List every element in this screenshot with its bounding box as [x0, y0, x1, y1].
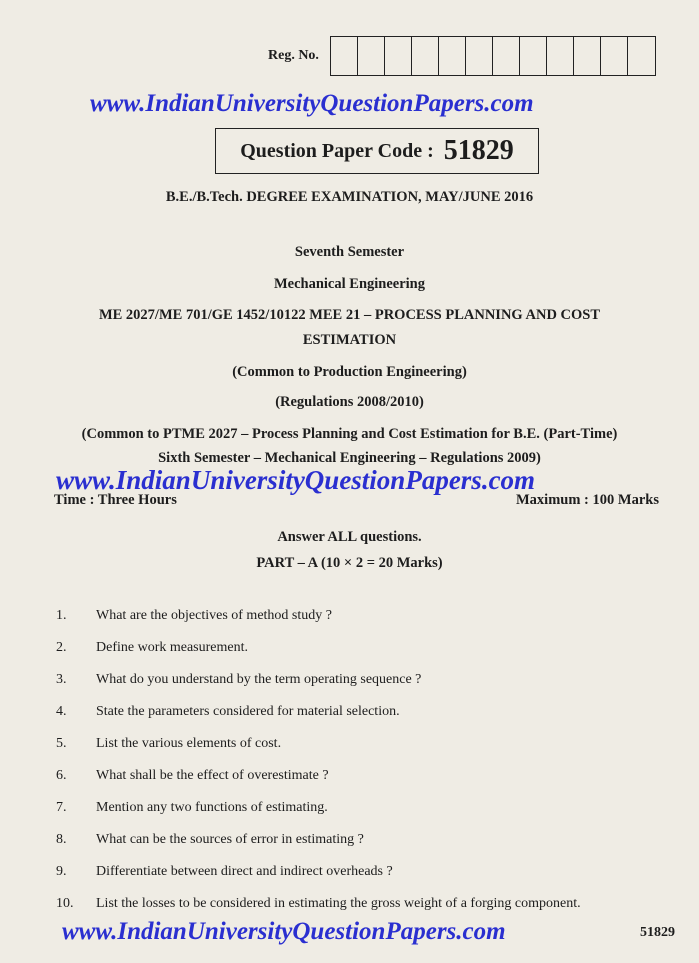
part-a-heading: PART – A (10 × 2 = 20 Marks) — [256, 555, 443, 571]
watermark-bottom[interactable]: www.IndianUniversityQuestionPapers.com — [62, 918, 506, 945]
question-text: What can be the sources of error in estimating ? — [96, 832, 364, 847]
exam-title: B.E./B.Tech. DEGREE EXAMINATION, MAY/JUNE 2016 — [165, 189, 534, 205]
question-number: 9. — [56, 864, 67, 879]
time-label: Time : Three Hours — [54, 492, 177, 508]
reg-no-cell — [493, 37, 520, 75]
question-paper-code-box — [215, 128, 539, 174]
question-text: What are the objectives of method study ? — [96, 608, 332, 623]
ptme-line-2: Sixth Semester – Mechanical Engineering – Regulations 2009) — [158, 450, 541, 466]
answer-all-instruction: Answer ALL questions. — [277, 529, 422, 545]
reg-no-cell — [520, 37, 547, 75]
question-number: 6. — [56, 768, 67, 783]
question-text: Differentiate between direct and indirect overheads ? — [96, 864, 393, 879]
regulations: (Regulations 2008/2010) — [275, 394, 424, 410]
reg-no-cell — [547, 37, 574, 75]
subject-line-2: ESTIMATION — [302, 332, 397, 348]
question-number: 4. — [56, 704, 67, 719]
question-paper-code-label: Question Paper Code : — [240, 139, 434, 162]
watermark-top[interactable]: www.IndianUniversityQuestionPapers.com — [90, 90, 534, 117]
ptme-line-1: (Common to PTME 2027 – Process Planning and Cost Estimation for B.E. (Part-Time) — [81, 426, 618, 442]
reg-no-label: Reg. No. — [268, 48, 319, 63]
reg-no-cell — [628, 37, 655, 75]
question-paper-code: 51829 — [443, 135, 514, 166]
question-text: List the various elements of cost. — [96, 736, 282, 751]
question-number: 2. — [56, 640, 67, 655]
question-number: 10. — [56, 896, 74, 911]
question-number: 7. — [56, 800, 67, 815]
common-to: (Common to Production Engineering) — [232, 364, 467, 380]
max-marks-label: Maximum : 100 Marks — [516, 492, 659, 508]
reg-no-cell — [601, 37, 628, 75]
reg-no-boxes — [330, 36, 656, 76]
question-text: State the parameters considered for material selection. — [96, 704, 400, 719]
reg-no-cell — [412, 37, 439, 75]
reg-no-cell — [574, 37, 601, 75]
question-number: 8. — [56, 832, 67, 847]
watermark-middle[interactable]: www.IndianUniversityQuestionPapers.com — [56, 465, 536, 495]
question-text: What shall be the effect of overestimate ? — [96, 768, 329, 783]
subject-line-1: ME 2027/ME 701/GE 1452/10122 MEE 21 – PROCESS PLANNING AND COST — [98, 307, 601, 323]
reg-no-cell — [439, 37, 466, 75]
question-text: What do you understand by the term operating sequence ? — [96, 672, 422, 687]
reg-no-cell — [358, 37, 385, 75]
question-text: Mention any two functions of estimating. — [96, 800, 328, 815]
question-text: Define work measurement. — [96, 640, 248, 655]
branch: Mechanical Engineering — [273, 276, 426, 292]
question-number: 3. — [56, 672, 67, 687]
reg-no-cell — [385, 37, 412, 75]
footer-paper-code: 51829 — [640, 925, 675, 940]
question-text: List the losses to be considered in estimating the gross weight of a forging component. — [96, 896, 581, 911]
question-number: 5. — [56, 736, 67, 751]
semester: Seventh Semester — [294, 244, 405, 260]
reg-no-cell — [331, 37, 358, 75]
reg-no-cell — [466, 37, 493, 75]
question-number: 1. — [56, 608, 67, 623]
